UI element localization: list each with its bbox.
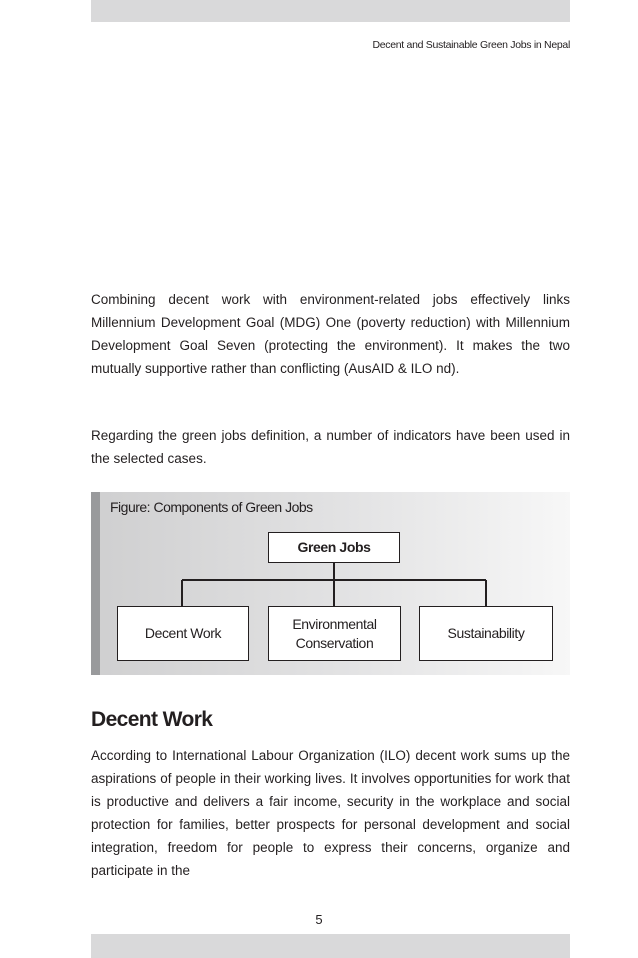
running-header: Decent and Sustainable Green Jobs in Nepal — [372, 39, 570, 51]
node-decent-work: Decent Work — [117, 606, 249, 661]
bottom-band — [91, 934, 570, 958]
node-environmental-conservation: Environmental Conservation — [268, 606, 401, 661]
node-sustainability: Sustainability — [419, 606, 553, 661]
figure-components-of-green-jobs — [91, 492, 570, 675]
paragraph-mdg-links: Combining decent work with environment-related jobs effectively links Millennium Development Goal (MDG) One (poverty reduction) with Millennium Development Goal Seven (protecting the environment). It makes the two mutually supportive rather than conflicting (AusAID & ILO nd). — [91, 292, 570, 376]
paragraph-decent-work-definition: According to International Labour Organization (ILO) decent work sums up the aspirations of people in their working lives. It involves opportunities for work that is productive and delivers a fair income, security in the workplace and social protection for families, better prospects for personal development and social integration, freedom for people to express their concerns, organize and participate in the — [91, 748, 570, 878]
paragraph-green-jobs-definition: Regarding the green jobs definition, a number of indicators have been used in the selected cases. — [91, 428, 570, 466]
page-number: 5 — [315, 912, 323, 927]
section-heading-decent-work: Decent Work — [91, 708, 213, 731]
figure-title: Figure: Components of Green Jobs — [110, 499, 313, 515]
node-green-jobs: Green Jobs — [268, 532, 400, 563]
top-band — [91, 0, 570, 22]
